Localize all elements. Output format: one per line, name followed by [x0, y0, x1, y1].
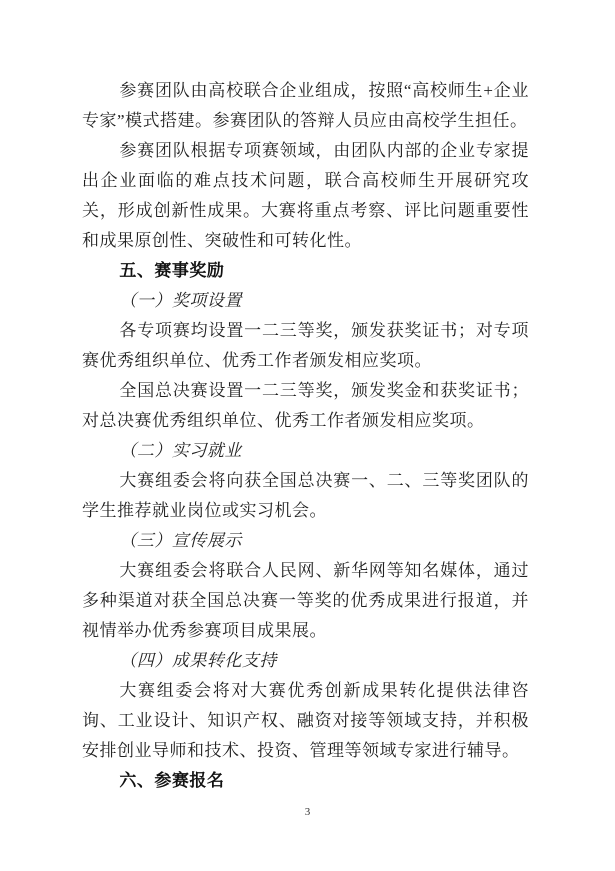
subsection-heading-award-setup: （一）奖项设置 — [119, 291, 242, 310]
paragraph: 大赛组委会将向获全国总决赛一、二、三等奖团队的学生推荐就业岗位或实习机会。 — [82, 471, 529, 520]
subsection-heading-internship: （二）实习就业 — [119, 441, 242, 460]
paragraph: 大赛组委会将对大赛优秀创新成果转化提供法律咨询、工业设计、知识产权、融资对接等领域支持，并积极安排创业导师和技术、投资、管理等领域专家进行辅导。 — [82, 681, 529, 760]
paragraph: 各专项赛均设置一二三等奖，颁发获奖证书；对专项赛优秀组织单位、优秀工作者颁发相应奖项。 — [82, 321, 529, 370]
paragraph: 参赛团队根据专项赛领域，由团队内部的企业专家提出企业面临的难点技术问题，联合高校师生开展研究攻关，形成创新性成果。大赛将重点考察、评比问题重要性和成果原创性、突破性和可转化性。 — [82, 141, 529, 250]
document-body — [82, 76, 529, 796]
page-number: 3 — [304, 806, 311, 818]
paragraph: 参赛团队由高校联合企业组成，按照“高校师生+企业专家”模式搭建。参赛团队的答辩人员应由高校学生担任。 — [82, 81, 529, 130]
subsection-heading-transformation: （四）成果转化支持 — [119, 651, 277, 670]
paragraph: 全国总决赛设置一二三等奖，颁发奖金和获奖证书；对总决赛优秀组织单位、优秀工作者颁发相应奖项。 — [82, 381, 529, 430]
section-heading-awards: 五、赛事奖励 — [119, 261, 225, 280]
subsection-heading-publicity: （三）宣传展示 — [119, 531, 242, 550]
section-heading-registration: 六、参赛报名 — [119, 771, 225, 790]
paragraph: 大赛组委会将联合人民网、新华网等知名媒体，通过多种渠道对获全国总决赛一等奖的优秀成果进行报道，并视情举办优秀参赛项目成果展。 — [82, 561, 529, 640]
